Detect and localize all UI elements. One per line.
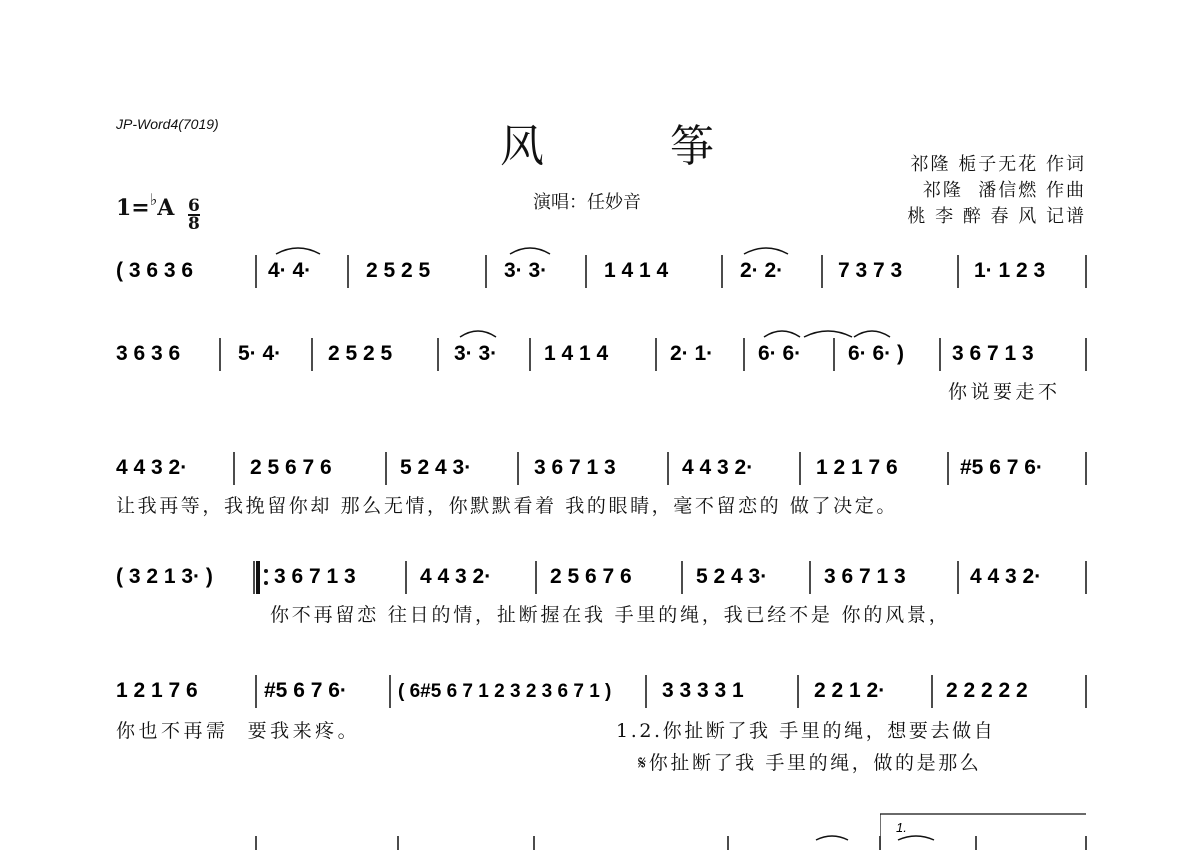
measure-2: #5 6 7 6· [264,679,347,702]
repeat-dot [264,581,268,585]
measure-6: 3 6 7 1 3 [824,565,906,588]
tie-arc [460,331,496,337]
flat-symbol: ♭ [149,190,158,209]
measure-3: 4 4 3 2· [420,565,492,588]
measure-1: 3 6 3 6 [116,342,181,365]
measure-8: 1· 1 2 3 [974,259,1046,282]
measure-4: 3 6 7 1 3 [534,456,616,479]
tie-arc [510,248,550,254]
measure-5: 5 2 4 3· [696,565,768,588]
measure-4: 3 3 3 3 1 [662,679,744,702]
measure-2: 2 5 6 7 6 [250,456,332,479]
key-note: A [157,195,175,221]
measure-5: 1 4 1 4 [544,342,609,365]
measure-9: 3 6 7 1 3 [952,342,1034,365]
measure-3: 5 2 4 3· [400,456,472,479]
system-6-svg [116,830,1088,850]
repeat-dot [264,569,268,573]
measure-1: 1 2 1 7 6 [116,679,198,702]
volta-label: 1. [896,820,907,835]
measure-7: 7 3 7 3 [838,259,903,282]
lyricist-credit: 祁隆 栀子无花 作词 [910,154,1086,175]
tie-arc [854,331,890,337]
measure-2: 4· 4· [268,259,312,282]
measure-4: 2 5 6 7 6 [550,565,632,588]
system-3-svg [116,447,1088,487]
measure-2: 3 6 7 1 3 [274,565,356,588]
measure-6: 2· 1· [670,342,714,365]
measure-7: #5 6 7 6· [960,456,1043,479]
staff-system-3 [116,447,1088,517]
tie-arc [764,331,800,337]
measure-6: 2· 2· [740,259,784,282]
measure-1: 4 4 3 2· [116,456,188,479]
measure-5: 4 4 3 2· [682,456,754,479]
system-2-svg [116,333,1088,373]
measure-3: ( 6#5 6 7 1 2 3 2 3 6 7 1 ) [398,681,612,702]
key-signature [116,190,200,232]
key-label: 1= [116,195,150,221]
staff-system-6-partial [116,830,1088,850]
measure-1: ( 3 6 3 6 [116,259,194,282]
lyric-line: 你不再留恋 往日的情，扯断握在我 手里的绳，我已经不是 你的风景， [270,604,951,626]
system-5-svg [116,670,1088,710]
software-label: JP-Word4(7019) [116,116,219,132]
measure-8: 6· 6· ) [848,342,905,365]
staff-system-2 [116,333,1088,403]
tie-arc [276,248,320,254]
measure-2: 5· 4· [238,342,282,365]
lyric-line: 让我再等，我挽留你却 那么无情，你默默看着 我的眼睛，毫不留恋的 做了决定。 [116,495,898,517]
lyric-line-verse-1-2: 1.2.你扯断了我 手里的绳，想要去做自 [616,720,996,742]
measure-3: 2 5 2 5 [328,342,393,365]
singer-label: 演唱：任妙音 [533,192,641,213]
time-signature-bottom: 8 [188,214,200,234]
measure-6: 1 2 1 7 6 [816,456,898,479]
measure-4: 3· 3· [454,342,498,365]
lyric-line-segno: 𝄋你扯断了我 手里的绳，做的是那么 [638,752,982,774]
measure-6: 2 2 2 2 2 [946,679,1028,702]
song-title: 风 筝 [500,121,770,172]
time-signature [188,198,200,232]
measure-1: ( 3 2 1 3· ) [116,565,213,588]
measure-3: 2 5 2 5 [366,259,431,282]
system-1-svg [116,250,1088,290]
transcriber-credit: 桃 李 醉 春 风 记谱 [907,206,1086,227]
measure-7: 6· 6· [758,342,802,365]
composer-credit: 祁隆 潘信燃 作曲 [922,180,1086,201]
lyric-line: 你说要走不 [948,381,1061,403]
system-4-svg [116,556,1088,596]
staff-system-4 [116,556,1088,626]
time-signature-top: 6 [188,196,200,216]
staff-system-5 [116,670,1088,774]
measure-7: 4 4 3 2· [970,565,1042,588]
lyric-line: 你也不再需 要我来疼。 [116,720,361,742]
staff-system-1 [116,250,1088,290]
measure-5: 2 2 1 2· [814,679,886,702]
measure-4: 3· 3· [504,259,548,282]
measure-5: 1 4 1 4 [604,259,669,282]
tie-arc [804,331,852,337]
tie-arc [744,248,788,254]
